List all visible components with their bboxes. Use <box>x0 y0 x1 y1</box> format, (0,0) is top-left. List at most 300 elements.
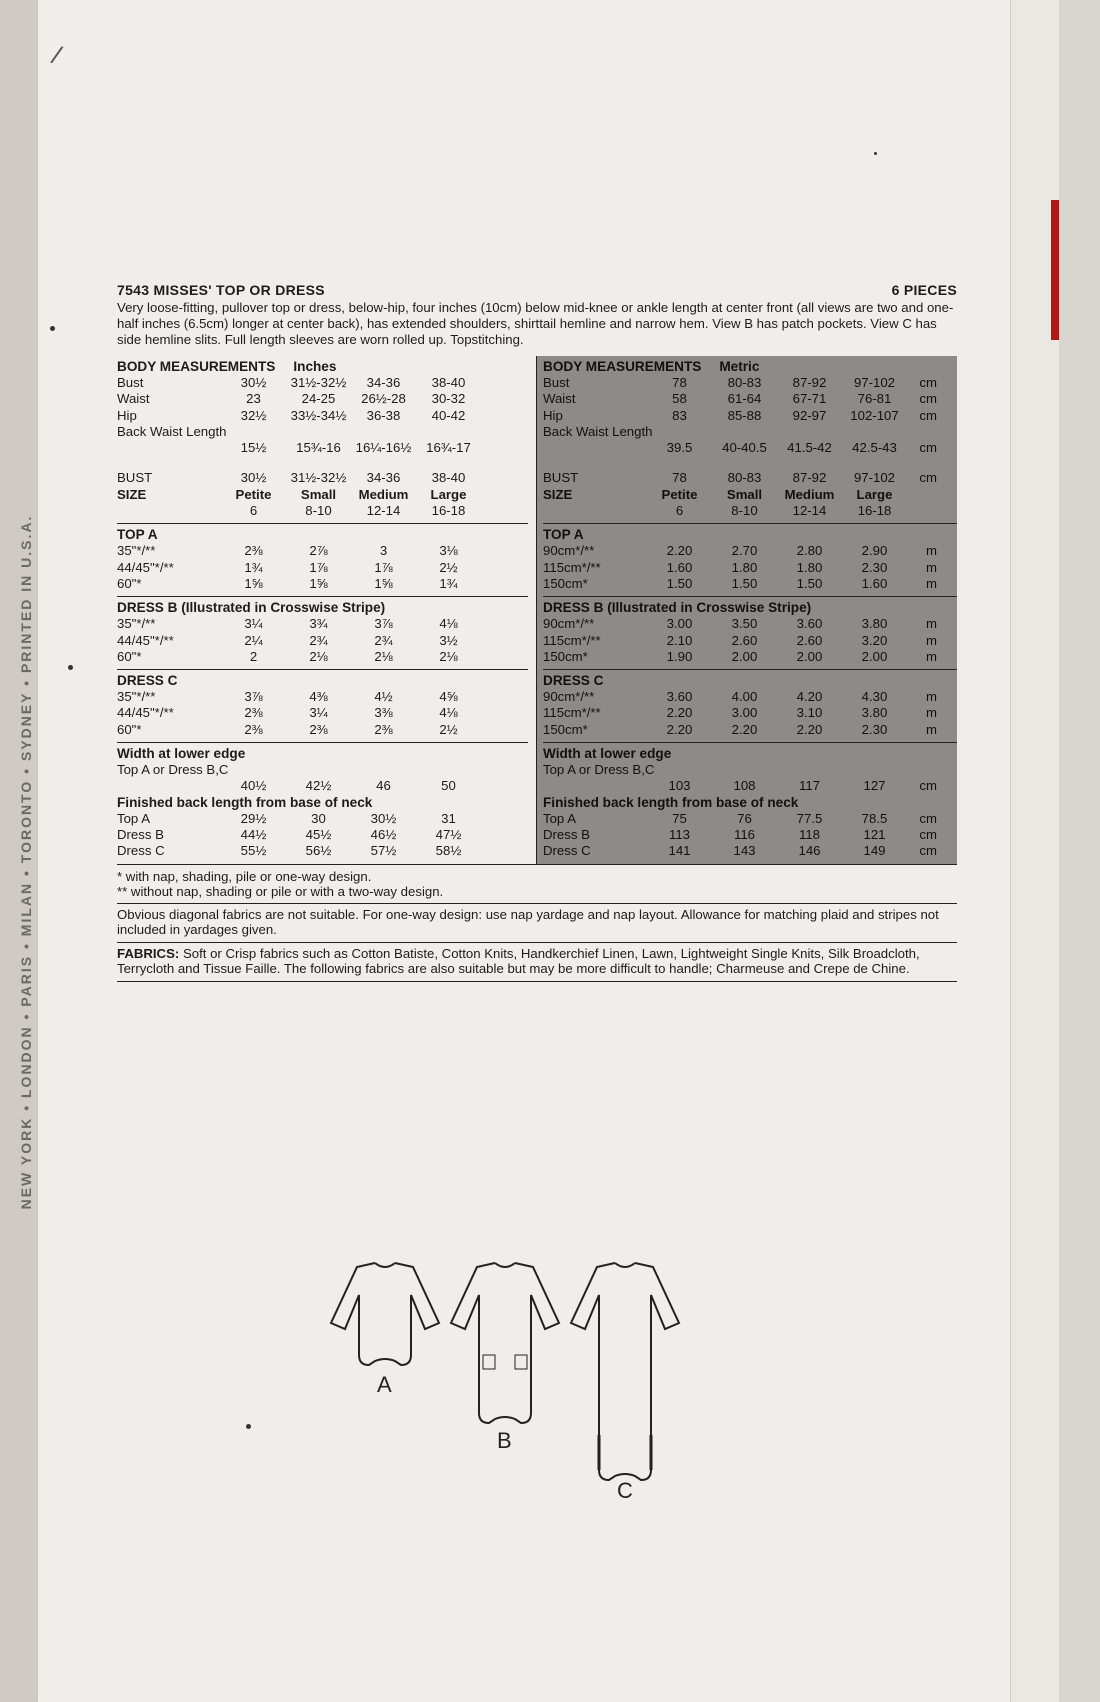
row-value: 50 <box>441 778 456 794</box>
yardage-section <box>117 523 528 596</box>
row-value: 3¼ <box>244 616 263 632</box>
row-label: Dress B <box>543 826 590 842</box>
table-row <box>543 487 957 503</box>
view-b-label: B <box>497 1428 512 1453</box>
row-label: Top A <box>117 810 150 826</box>
row-value: 1.90 <box>666 648 693 664</box>
row-value: 2.00 <box>861 648 888 664</box>
row-value: 2⅛ <box>309 648 328 664</box>
row-label: 60"* <box>117 575 142 591</box>
width-sub: Top A or Dress B,C <box>543 762 655 778</box>
table-row <box>543 616 957 632</box>
width-sub: Top A or Dress B,C <box>117 762 229 778</box>
row-value: 16-18 <box>431 503 466 519</box>
table-row <box>117 633 528 649</box>
row-value: 146 <box>798 843 821 859</box>
row-value: 67-71 <box>792 391 827 407</box>
row-value: 2¼ <box>244 632 263 648</box>
diagonal-fabric-note: Obvious diagonal fabrics are not suitable. For one-way design: use nap yardage and nap layout. Allowance for matching plaid and stripes not included in yardages given. <box>117 904 957 943</box>
dot-mark <box>50 326 55 331</box>
table-row <box>117 543 528 559</box>
table-row <box>543 827 957 843</box>
body-heading: BODY MEASUREMENTS <box>117 359 276 374</box>
row-value: 117 <box>798 778 821 794</box>
fabrics-text: Soft or Crisp fabrics such as Cotton Batiste, Cotton Knits, Handkerchief Linen, Lawn, Lightweight Single Knits, Silk Broadcloth, Terrycloth and Tissue Faille. The following fabrics are also suitable but may be more difficult to handle; Charmeuse and Crepe de Chine. <box>117 945 920 977</box>
row-value: 2.10 <box>666 632 693 648</box>
row-unit: cm <box>919 826 937 842</box>
yardage-section <box>543 523 957 596</box>
row-value: 2¾ <box>309 632 328 648</box>
row-label: 44/45"*/** <box>117 705 174 721</box>
pattern-description: Very loose-fitting, pullover top or dress, below-hip, four inches (10cm) below mid-knee or ankle length at center front (all views are two and one-half inches (6.5cm) longer at center back), has extended shoulders, shirttail hemline and narrow hem. View B has patch pockets. View C has side hemline slits. Full length sleeves are worn rolled up. Topstitching. <box>117 300 954 347</box>
row-unit: m <box>926 721 937 737</box>
row-value: 45½ <box>305 826 332 842</box>
row-value: 4⅛ <box>439 705 458 721</box>
table-row <box>117 649 528 665</box>
row-value: 78 <box>672 470 687 486</box>
row-value: 2.60 <box>796 632 823 648</box>
row-label <box>543 503 647 519</box>
table-row <box>117 408 528 424</box>
row-value: 1.60 <box>666 559 693 575</box>
row-label: Dress C <box>117 843 165 859</box>
table-row <box>117 827 528 843</box>
width-finished-section <box>543 742 957 863</box>
row-value: 58 <box>672 391 687 407</box>
row-value: Large <box>856 486 893 502</box>
row-label: SIZE <box>117 486 147 502</box>
pattern-title: 7543 MISSES' TOP OR DRESS <box>117 282 325 298</box>
row-label: BUST <box>117 470 153 486</box>
row-value: 23 <box>246 391 261 407</box>
row-unit: m <box>926 575 937 591</box>
row-label <box>543 440 647 456</box>
row-label: 90cm*/** <box>543 616 595 632</box>
row-value: 1.80 <box>796 559 823 575</box>
row-value: 3.60 <box>666 689 693 705</box>
row-value: 80-83 <box>727 470 762 486</box>
row-value: 30½ <box>240 470 267 486</box>
row-value: 30-32 <box>431 391 466 407</box>
row-value: 16¾-17 <box>426 440 471 456</box>
row-label: 60"* <box>117 648 142 664</box>
table-row <box>543 705 957 721</box>
row-value: 2½ <box>439 721 458 737</box>
row-unit: m <box>926 689 937 705</box>
table-row <box>117 375 528 391</box>
row-value: 127 <box>863 778 886 794</box>
imperial-table <box>117 356 537 864</box>
nap-notes <box>117 869 957 904</box>
row-unit: cm <box>919 375 937 390</box>
row-value: 1.50 <box>731 575 758 591</box>
row-value: 1.80 <box>731 559 758 575</box>
row-value: 30½ <box>370 810 397 826</box>
row-label: Bust <box>543 375 570 390</box>
table-row <box>543 843 957 859</box>
row-label: 90cm*/** <box>543 689 595 705</box>
row-label <box>117 778 221 794</box>
row-value: 42.5-43 <box>852 440 897 456</box>
row-value: 3.60 <box>796 616 823 632</box>
row-value: 80-83 <box>727 375 762 390</box>
body-measurements-section <box>117 356 528 523</box>
yardage-heading: DRESS B (Illustrated in Crosswise Stripe) <box>117 600 386 616</box>
unit-heading: Metric <box>719 359 760 374</box>
row-unit: m <box>926 559 937 575</box>
row-value: 2.20 <box>666 705 693 721</box>
row-value: 2.20 <box>796 721 823 737</box>
body-measurements-heading <box>543 359 957 375</box>
table-row <box>543 633 957 649</box>
row-value: 3⅞ <box>244 689 263 705</box>
pencil-mark: / <box>48 39 66 71</box>
row-value: 42½ <box>305 778 332 794</box>
row-label: 35"*/** <box>117 689 156 705</box>
row-value: 76 <box>737 810 752 826</box>
view-a-label: A <box>377 1372 392 1397</box>
yardage-section <box>117 596 528 669</box>
row-value: 12-14 <box>366 503 401 519</box>
row-value: 46 <box>376 778 391 794</box>
row-value: 2.30 <box>861 559 888 575</box>
table-row <box>117 778 528 794</box>
table-row <box>543 408 957 424</box>
fabrics-label: FABRICS: <box>117 945 180 961</box>
table-row <box>117 689 528 705</box>
row-value: 3.00 <box>731 705 758 721</box>
row-value: 78.5 <box>861 810 888 826</box>
row-value: 77.5 <box>796 810 823 826</box>
row-value: 16-18 <box>857 503 892 519</box>
row-value: 4⅝ <box>439 689 458 705</box>
view-c-drawing <box>565 1245 685 1495</box>
dot-mark <box>874 152 877 155</box>
row-value: 2½ <box>439 559 458 575</box>
row-value: 6 <box>249 503 258 519</box>
row-value: 2⅜ <box>244 721 263 737</box>
row-value: 121 <box>863 826 886 842</box>
row-unit: cm <box>919 440 937 456</box>
row-label: Dress C <box>543 843 591 859</box>
row-value: 15½ <box>240 440 267 456</box>
row-value: 2⅛ <box>374 648 393 664</box>
row-label: 150cm* <box>543 575 588 591</box>
row-unit: m <box>926 616 937 632</box>
row-value: 118 <box>798 826 821 842</box>
table-row <box>117 440 528 456</box>
table-row <box>543 576 957 592</box>
row-value: 6 <box>675 503 684 519</box>
row-value: 3⅞ <box>374 616 393 632</box>
dot-mark <box>68 665 73 670</box>
width-finished-section <box>117 742 528 863</box>
row-value: 108 <box>733 778 756 794</box>
row-label <box>543 778 647 794</box>
row-label: 35"*/** <box>117 543 156 559</box>
row-unit: m <box>926 543 937 559</box>
row-value: 46½ <box>370 826 397 842</box>
yardage-section <box>117 669 528 742</box>
row-value: 56½ <box>305 843 332 859</box>
row-value: Small <box>300 486 337 502</box>
row-label: Waist <box>117 391 150 407</box>
row-value: 3.10 <box>796 705 823 721</box>
row-value: 1⅝ <box>374 575 393 591</box>
row-value: 61-64 <box>727 391 762 407</box>
pattern-info <box>117 282 957 982</box>
row-value: 1¾ <box>244 559 263 575</box>
row-value: 2.00 <box>731 648 758 664</box>
row-label: SIZE <box>543 486 573 502</box>
table-row <box>117 843 528 859</box>
row-value: 16¼-16½ <box>355 440 412 456</box>
row-label: Dress B <box>117 826 164 842</box>
table-row <box>543 375 957 391</box>
table-row <box>117 503 528 519</box>
row-value: 40-42 <box>431 407 466 423</box>
row-value: 41.5-42 <box>787 440 832 456</box>
row-unit: cm <box>919 843 937 859</box>
row-label: 44/45"*/** <box>117 559 174 575</box>
table-row <box>543 503 957 519</box>
row-value: 143 <box>733 843 756 859</box>
row-value: 3⅛ <box>439 543 458 559</box>
yardage-heading: TOP A <box>543 527 584 543</box>
row-value: 75 <box>672 810 687 826</box>
row-value: 12-14 <box>792 503 827 519</box>
row-value: 4½ <box>374 689 393 705</box>
row-label: 44/45"*/** <box>117 632 174 648</box>
row-unit: cm <box>919 407 937 423</box>
row-value: 1¾ <box>439 575 458 591</box>
view-illustrations <box>325 1245 725 1585</box>
finished-heading: Finished back length from base of neck <box>543 794 799 810</box>
row-value: 2.80 <box>796 543 823 559</box>
row-value: 1.60 <box>861 575 888 591</box>
row-value: 8-10 <box>731 503 758 519</box>
row-value: 55½ <box>240 843 267 859</box>
body-measurements-section <box>543 356 957 523</box>
row-value: 1.50 <box>666 575 693 591</box>
row-value: 1⅝ <box>244 575 263 591</box>
row-value: 2⅜ <box>244 705 263 721</box>
row-value: 4.30 <box>861 689 888 705</box>
back-waist-label: Back Waist Length <box>543 423 653 439</box>
row-value: 26½-28 <box>361 391 406 407</box>
row-value: 4.00 <box>731 689 758 705</box>
row-value: 116 <box>733 826 756 842</box>
nap-note-single: * with nap, shading, pile or one-way design. <box>117 868 372 884</box>
row-value: 103 <box>668 778 691 794</box>
yardage-heading: TOP A <box>117 527 158 543</box>
table-row <box>117 470 528 486</box>
red-edge-mark <box>1051 200 1059 340</box>
row-value: 76-81 <box>857 391 892 407</box>
back-waist-label: Back Waist Length <box>117 423 227 439</box>
row-label: Hip <box>543 407 563 423</box>
yardage-heading: DRESS C <box>117 673 178 689</box>
row-value: 38-40 <box>431 375 466 390</box>
row-value: 2.90 <box>861 543 888 559</box>
row-value: Petite <box>661 486 698 502</box>
row-value: 1⅞ <box>374 559 393 575</box>
row-value: 2.00 <box>796 648 823 664</box>
metric-table <box>537 356 957 864</box>
row-value: 31½-32½ <box>290 470 347 486</box>
row-value: 113 <box>668 826 691 842</box>
row-label: 115cm*/** <box>543 559 601 575</box>
row-value: 3⅜ <box>374 705 393 721</box>
row-value: 149 <box>863 843 886 859</box>
finished-heading: Finished back length from base of neck <box>117 794 373 810</box>
row-value: 2⅜ <box>309 721 328 737</box>
row-value: 24-25 <box>301 391 336 407</box>
row-value: 87-92 <box>792 375 827 390</box>
row-value: 57½ <box>370 843 397 859</box>
table-row <box>117 616 528 632</box>
row-unit: cm <box>919 778 937 794</box>
table-row <box>117 391 528 407</box>
row-value: 1⅝ <box>309 575 328 591</box>
view-c-label: C <box>617 1478 633 1503</box>
row-value: 1.50 <box>796 575 823 591</box>
fabrics-section <box>117 943 957 982</box>
table-row <box>543 391 957 407</box>
row-value: 85-88 <box>727 407 762 423</box>
row-value: 34-36 <box>366 375 401 390</box>
row-value: 30 <box>311 810 326 826</box>
nap-note-double: ** without nap, shading or pile or with a two-way design. <box>117 883 444 899</box>
table-row <box>543 778 957 794</box>
row-unit: m <box>926 705 937 721</box>
unit-heading: Inches <box>293 359 337 374</box>
row-label <box>117 503 221 519</box>
width-heading: Width at lower edge <box>543 746 672 762</box>
row-value: 2.70 <box>731 543 758 559</box>
row-value: 38-40 <box>431 470 466 486</box>
row-value: 3½ <box>439 632 458 648</box>
row-value: 44½ <box>240 826 267 842</box>
row-value: 2⅛ <box>439 648 458 664</box>
row-value: 3.20 <box>861 632 888 648</box>
table-row <box>117 705 528 721</box>
table-row <box>117 576 528 592</box>
row-label: Waist <box>543 391 576 407</box>
view-b-drawing <box>445 1245 565 1445</box>
row-value: 97-102 <box>853 375 896 390</box>
measurement-tables <box>117 356 957 865</box>
row-value: 4.20 <box>796 689 823 705</box>
row-label: 115cm*/** <box>543 632 601 648</box>
table-row <box>543 470 957 486</box>
row-value: 8-10 <box>305 503 332 519</box>
row-value: 1⅞ <box>309 559 328 575</box>
table-row <box>117 560 528 576</box>
row-value: 2¾ <box>374 632 393 648</box>
row-unit: m <box>926 648 937 664</box>
row-value: Petite <box>235 486 272 502</box>
table-row <box>543 649 957 665</box>
row-value: 3.50 <box>731 616 758 632</box>
pattern-header <box>117 282 957 298</box>
row-value: 78 <box>672 375 687 390</box>
row-value: 39.5 <box>666 440 693 456</box>
row-value: 34-36 <box>366 470 401 486</box>
row-value: 83 <box>672 407 687 423</box>
row-value: 47½ <box>435 826 462 842</box>
row-unit: m <box>926 632 937 648</box>
table-row <box>543 811 957 827</box>
row-value: 40-40.5 <box>722 440 767 456</box>
row-value: 3.00 <box>666 616 693 632</box>
row-value: 31 <box>441 810 456 826</box>
table-row <box>543 689 957 705</box>
row-value: 97-102 <box>853 470 896 486</box>
pattern-pieces: 6 PIECES <box>891 282 957 298</box>
row-value: Medium <box>358 486 409 502</box>
row-label: 115cm*/** <box>543 705 601 721</box>
row-value: 4⅛ <box>439 616 458 632</box>
margin-printer-text: NEW YORK • LONDON • PARIS • MILAN • TORONTO • SYDNEY • PRINTED IN U.S.A. <box>18 514 34 1210</box>
row-value: 2⅞ <box>309 543 328 559</box>
row-value: 2.20 <box>666 721 693 737</box>
row-value: 2⅜ <box>244 543 263 559</box>
row-value: 2.30 <box>861 721 888 737</box>
row-value: 29½ <box>240 810 267 826</box>
row-value: Medium <box>784 486 835 502</box>
row-value: 4⅜ <box>309 689 328 705</box>
table-row <box>543 440 957 456</box>
dot-mark <box>246 1424 251 1429</box>
row-value: Small <box>726 486 763 502</box>
row-value: Large <box>430 486 467 502</box>
row-label: 35"*/** <box>117 616 156 632</box>
row-value: 15¾-16 <box>296 440 341 456</box>
row-value: 33½-34½ <box>290 407 347 423</box>
row-label: 150cm* <box>543 648 588 664</box>
row-value: 3¼ <box>309 705 328 721</box>
body-heading: BODY MEASUREMENTS <box>543 359 702 374</box>
row-label: 60"* <box>117 721 142 737</box>
view-a-drawing <box>325 1245 445 1445</box>
row-label <box>117 440 221 456</box>
row-value: 36-38 <box>366 407 401 423</box>
row-value: 2.20 <box>731 721 758 737</box>
table-row <box>543 560 957 576</box>
row-value: 2 <box>249 648 258 664</box>
yardage-section <box>543 669 957 742</box>
table-row <box>117 487 528 503</box>
row-label: Hip <box>117 407 137 423</box>
yardage-section <box>543 596 957 669</box>
envelope-fold-flap <box>1010 0 1059 1702</box>
row-label: 90cm*/** <box>543 543 595 559</box>
row-value: 3.80 <box>861 705 888 721</box>
row-label: Bust <box>117 375 144 390</box>
row-value: 2.20 <box>666 543 693 559</box>
table-row <box>543 722 957 738</box>
table-row <box>117 722 528 738</box>
row-unit: cm <box>919 470 937 486</box>
row-value: 58½ <box>435 843 462 859</box>
row-label: BUST <box>543 470 579 486</box>
yardage-heading: DRESS C <box>543 673 604 689</box>
row-value: 31½-32½ <box>290 375 347 390</box>
row-value: 102-107 <box>850 407 899 423</box>
row-value: 3.80 <box>861 616 888 632</box>
row-label: 150cm* <box>543 721 588 737</box>
